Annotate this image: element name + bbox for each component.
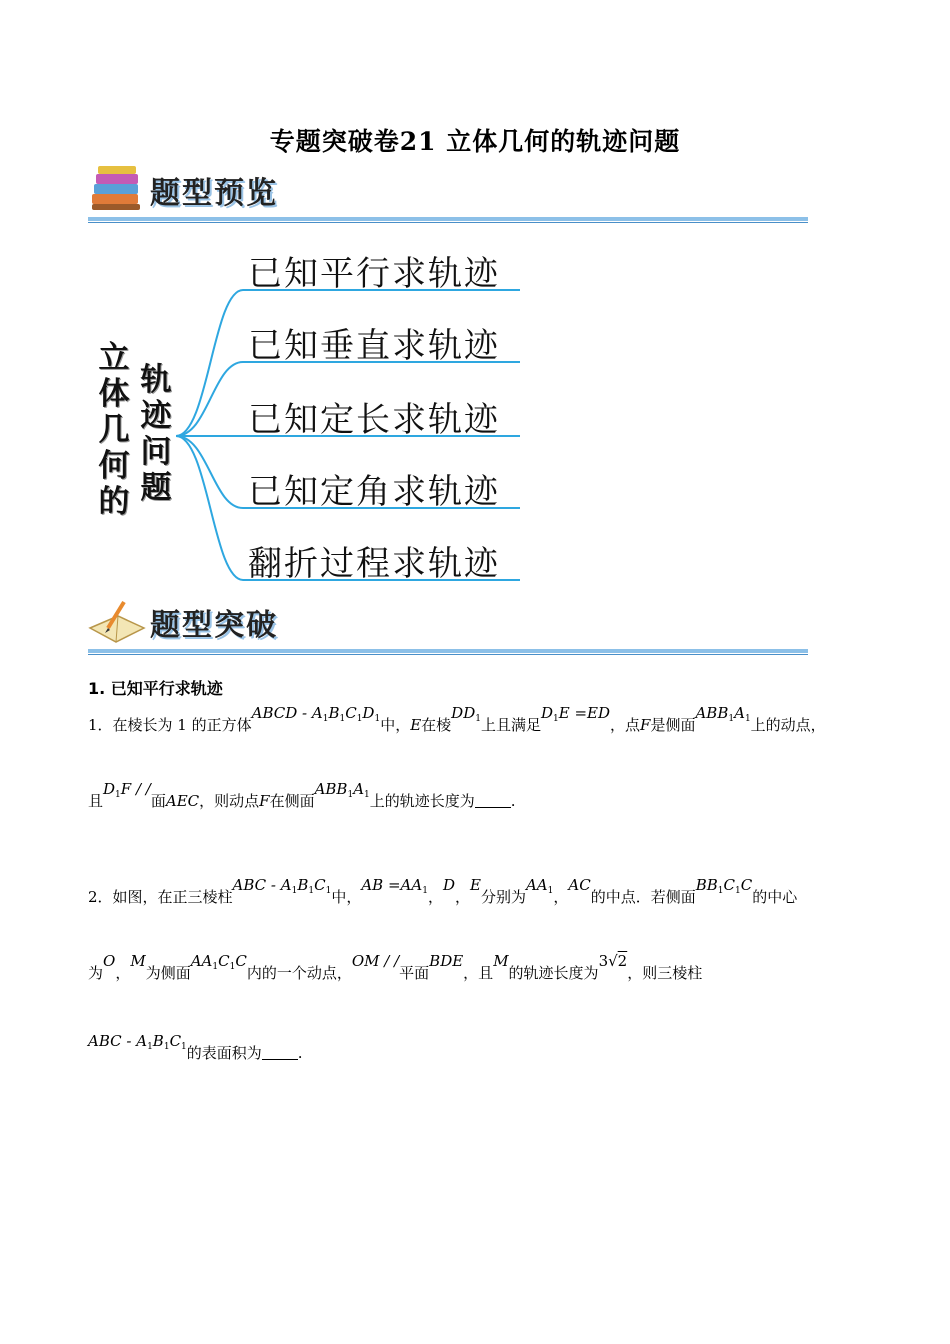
q2-line2: 为O，M为侧面$AA_1C_1C$内的一个动点，OM / /平面BDE，且M的轨迹长度为3√2，则三棱柱 xyxy=(88,952,703,982)
page-title: 专题突破卷21 立体几何的轨迹问题 xyxy=(269,127,681,156)
answer-blank[interactable] xyxy=(262,1045,298,1060)
q1-line1: 1．在棱长为 1 的正方体ABCD - $A_1B_1C_1D_1$中，E在棱$DD_1$上且满足$D_1E =ED$，点F是侧面$ABB_1A_1$上的动点， xyxy=(88,704,826,734)
root-right-column: 轨 迹 问 题 xyxy=(140,362,172,506)
books-icon xyxy=(88,164,148,214)
branch-parallel: 已知平行求轨迹 xyxy=(248,254,500,294)
q2-line3: ABC - $A_1B_1C_1$的表面积为 . xyxy=(88,1032,303,1062)
breakthrough-banner xyxy=(88,592,808,652)
root-left-column: 立 体 几 何 的 xyxy=(98,340,130,520)
breakthrough-heading: 题型突破 xyxy=(150,608,278,643)
notebook-pencil-icon xyxy=(88,598,148,648)
preview-heading: 题型预览 xyxy=(150,176,278,211)
mindmap xyxy=(88,240,528,590)
branch-fixed-length: 已知定长求轨迹 xyxy=(248,400,500,440)
branch-fixed-angle: 已知定角求轨迹 xyxy=(248,472,500,512)
q1-line2: 且$D_1F$ / /面AEC，则动点F在侧面$ABB_1A_1$上的轨迹长度为 . xyxy=(88,780,516,810)
section-heading: 1. 已知平行求轨迹 xyxy=(88,679,223,698)
branch-perpendicular: 已知垂直求轨迹 xyxy=(248,326,500,366)
branch-folding: 翻折过程求轨迹 xyxy=(248,544,500,584)
preview-banner xyxy=(88,160,808,220)
q2-line1: 2．如图，在正三棱柱ABC - $A_1B_1C_1$中，AB $=AA_1$，D，E分别为$AA_1$，AC的中点．若侧面$BB_1C_1C$的中心 xyxy=(88,876,798,906)
answer-blank[interactable] xyxy=(475,793,511,808)
